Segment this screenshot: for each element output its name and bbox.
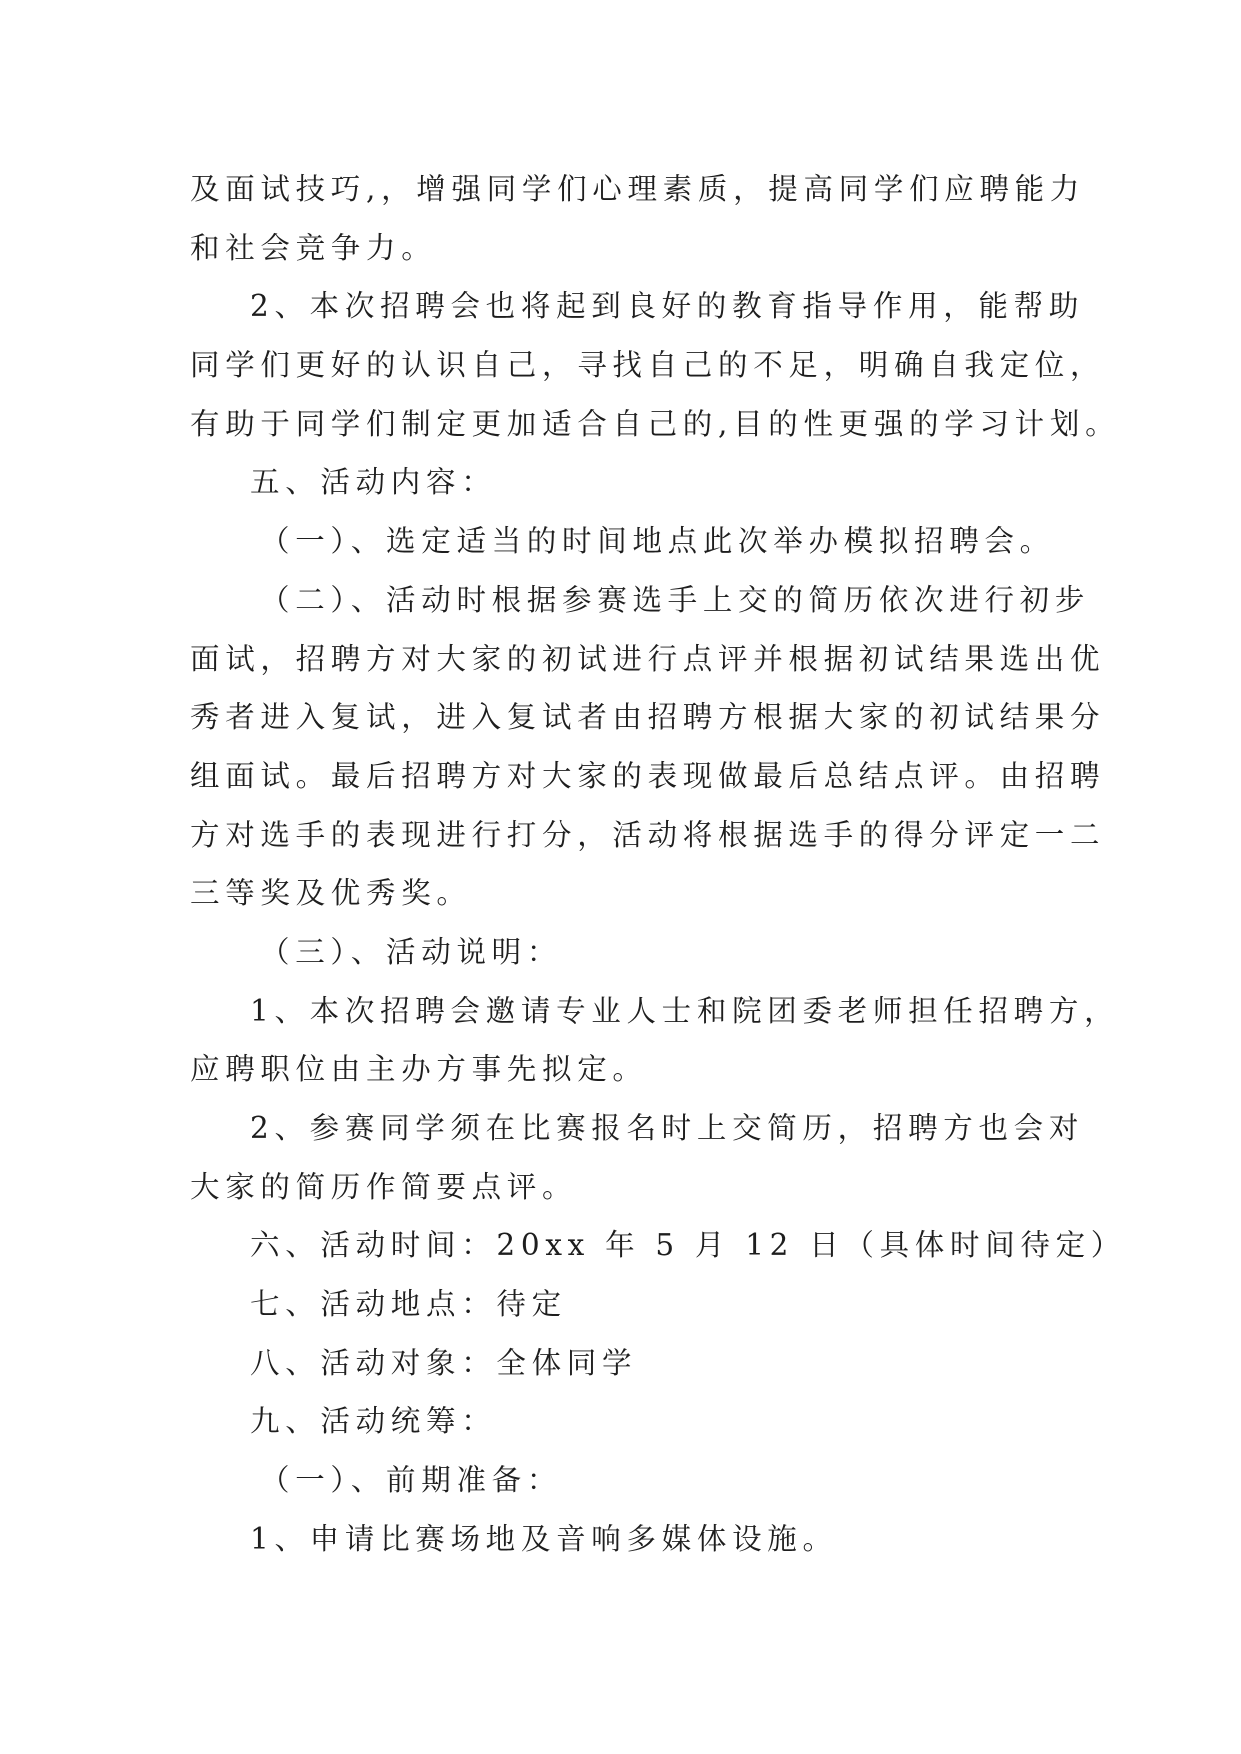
text-line: 应聘职位由主办方事先拟定。 [190, 1052, 648, 1087]
text-line: 三等奖及优秀奖。 [190, 876, 472, 911]
text-line: 有助于同学们制定更加适合自己的,目的性更强的学习计划。 [190, 406, 1121, 441]
text-line: 组面试。最后招聘方对大家的表现做最后总结点评。由招聘 [190, 758, 1106, 793]
section-heading: 五、活动内容： [250, 465, 497, 500]
subsection-heading: （二）、活动时根据参赛选手上交的简历依次进行初步 [260, 582, 1091, 617]
text-line: 面试，招聘方对大家的初试进行点评并根据初试结果选出优 [190, 641, 1106, 676]
text-line: 1、申请比赛场地及音响多媒体设施。 [250, 1521, 838, 1556]
text-line: 同学们更好的认识自己，寻找自己的不足，明确自我定位， [190, 348, 1106, 383]
text-line: 2、本次招聘会也将起到良好的教育指导作用，能帮助 [250, 289, 1085, 324]
document-body [190, 160, 1127, 1569]
text-line: 及面试技巧,，增强同学们心理素质，提高同学们应聘能力 [190, 172, 1086, 206]
subsection-heading: （一）、选定适当的时间地点此次举办模拟招聘会。 [260, 524, 1055, 559]
text-line: 1、本次招聘会邀请专业人士和院团委老师担任招聘方， [250, 993, 1120, 1028]
subsection-heading: （一）、前期准备： [260, 1463, 563, 1498]
text-line: 大家的简历作简要点评。 [190, 1169, 578, 1204]
section-heading: 九、活动统筹： [250, 1404, 497, 1439]
section-heading: 七、活动地点：待定 [250, 1287, 567, 1322]
text-line: 2、参赛同学须在比赛报名时上交简历，招聘方也会对 [250, 1111, 1085, 1145]
subsection-heading: （三）、活动说明： [260, 934, 563, 969]
text-line: 和社会竞争力。 [190, 230, 437, 265]
text-line: 秀者进入复试，进入复试者由招聘方根据大家的初试结果分 [190, 700, 1106, 735]
section-heading: 八、活动对象：全体同学 [250, 1345, 638, 1380]
section-heading: 六、活动时间：20xx 年 5 月 12 日（具体时间待定） [250, 1228, 1127, 1263]
text-line: 方对选手的表现进行打分，活动将根据选手的得分评定一二 [190, 817, 1106, 852]
